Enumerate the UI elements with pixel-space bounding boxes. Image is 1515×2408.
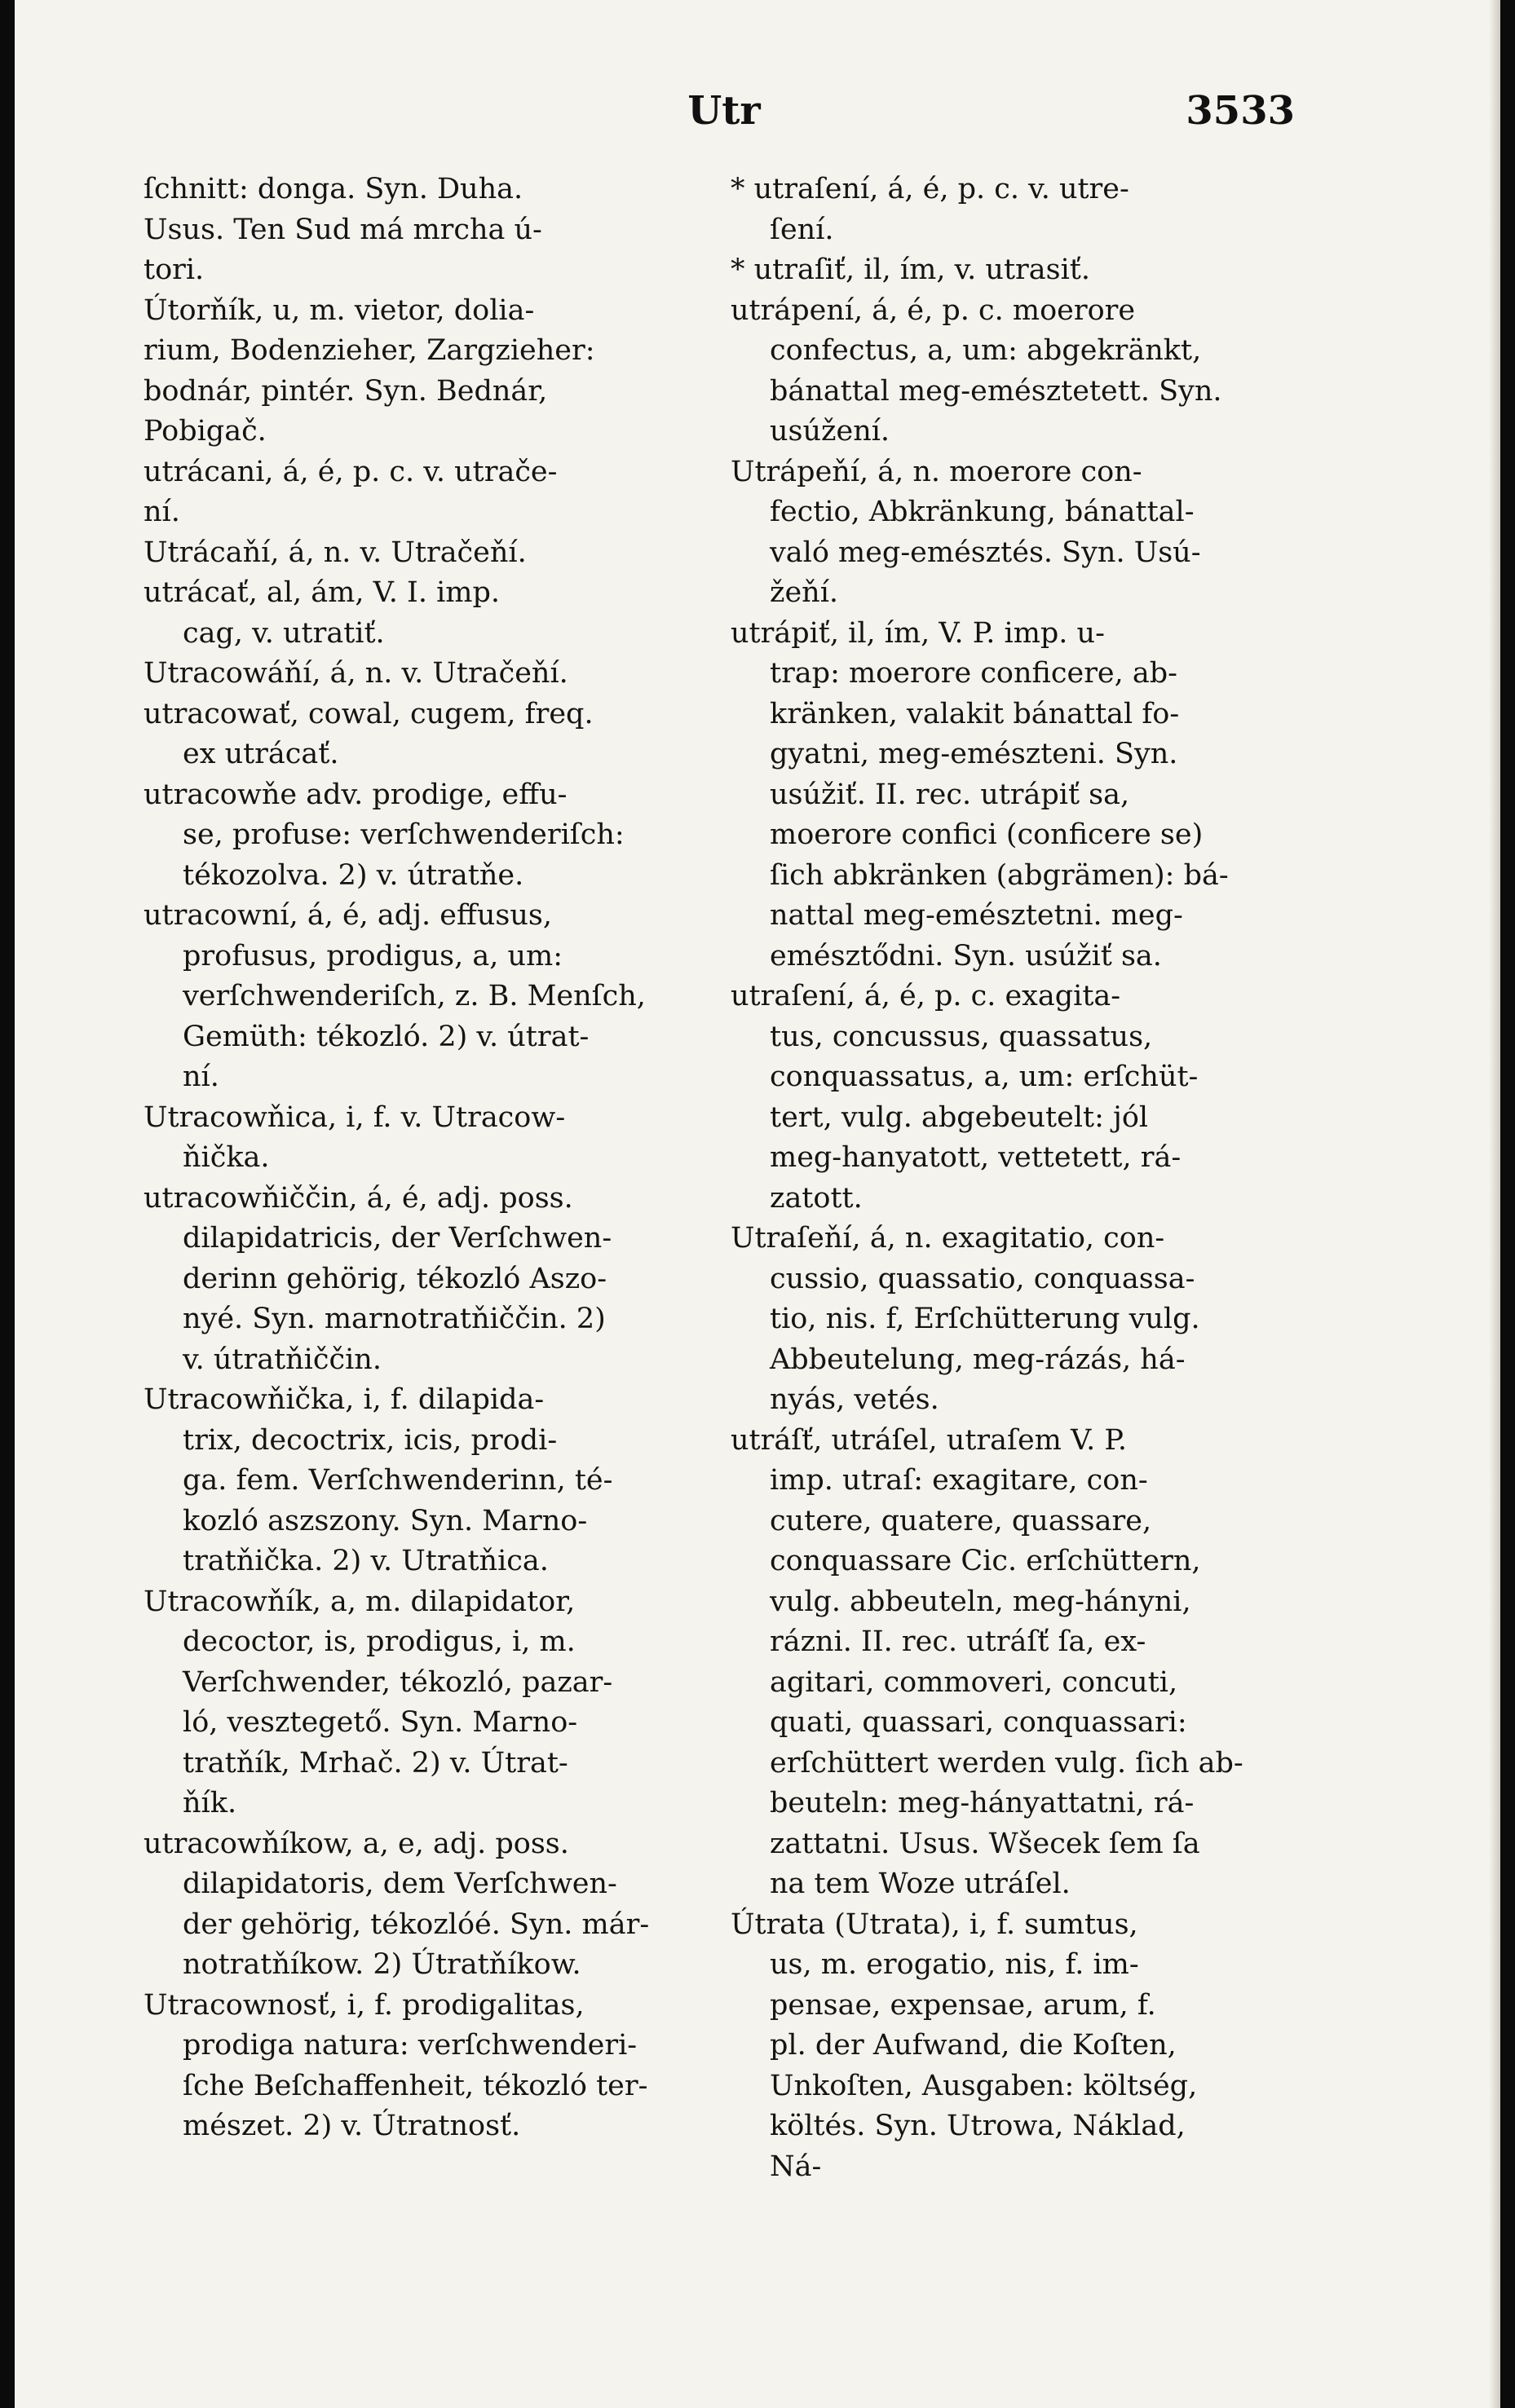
entry-line: tio, nis. f, Erſchütterung vulg.: [770, 1303, 1200, 1335]
entry-line: Verſchwender, tékozló, pazar-: [183, 1665, 613, 1699]
entry-line: cutere, quatere, quassare,: [770, 1504, 1152, 1537]
entry-line: notratňíkow. 2) Útratňíkow.: [183, 1948, 581, 1981]
entry-line: verſchwenderiſch, z. B. Menſch,: [183, 980, 646, 1012]
right-column: [731, 170, 1338, 2187]
entry-line: erſchüttert werden vulg. ſich ab-: [770, 1746, 1243, 1780]
entry-line: derinn gehörig, tékozló Aszo-: [183, 1262, 607, 1295]
entry-line: conquassatus, a, um: erſchüt-: [770, 1061, 1199, 1093]
entry-line: utracowňiččin, á, é, adj. poss.: [144, 1181, 573, 1215]
entry-line: utraſení, á, é, p. c. exagita-: [731, 980, 1121, 1012]
entry-line: trix, decoctrix, icis, prodi-: [183, 1423, 558, 1457]
entry-line: confectus, a, um: abgekränkt,: [770, 334, 1202, 367]
entry-line: Pobigač.: [144, 415, 267, 448]
entry-line: utrápení, á, é, p. c. moerore: [731, 293, 1136, 327]
entry-line: költés. Syn. Utrowa, Náklad,: [770, 2110, 1186, 2142]
entry-line: pl. der Aufwand, die Koſten,: [770, 2029, 1177, 2062]
entry-line: ní.: [144, 496, 180, 528]
entry-line: utrácať, al, ám, V. I. imp.: [144, 576, 501, 609]
entry-line: tratňička. 2) v. Utratňica.: [183, 1545, 549, 1577]
entry-line: Utracownosť, i, f. prodigalitas,: [144, 1988, 585, 2022]
entry-line: Utracowňík, a, m. dilapidator,: [144, 1585, 576, 1618]
entry-line: Utracowáňí, á, n. v. Utračeňí.: [144, 657, 568, 690]
entry-line: nyé. Syn. marnotratňiččin. 2): [183, 1303, 606, 1335]
entry-line: zattatni. Usus. Wšecek ſem ſa: [770, 1827, 1200, 1860]
entry-line: Utrácaňí, á, n. v. Utračeňí.: [144, 536, 527, 569]
entry-line: bánattal meg-emésztetett. Syn.: [770, 374, 1222, 408]
entry-line: Gemüth: tékozló. 2) v. útrat-: [183, 1020, 590, 1053]
entry-line: agitari, commoveri, concuti,: [770, 1665, 1178, 1699]
entry-line: kränken, valakit bánattal fo-: [770, 697, 1180, 730]
entry-line: usúžení.: [770, 415, 890, 448]
entry-line: prodiga natura: verſchwenderi-: [183, 2029, 638, 2062]
entry-line: zatott.: [770, 1181, 863, 1215]
dictionary-page: [15, 0, 1500, 2408]
entry-line: * utraſení, á, é, p. c. v. utre-: [731, 173, 1129, 205]
entry-line: decoctor, is, prodigus, i, m.: [183, 1625, 576, 1658]
entry-line: Usus. Ten Sud má mrcha ú-: [144, 213, 542, 246]
entry-line: ňička.: [183, 1141, 270, 1174]
entry-line: rázni. II. rec. utráſť ſa, ex-: [770, 1625, 1146, 1658]
entry-line: cag, v. utratiť.: [183, 616, 385, 650]
left-column: [144, 170, 747, 2147]
entry-line: meg-hanyatott, vettetett, rá-: [770, 1141, 1182, 1174]
entry-line: utráſť, utráſel, utraſem V. P.: [731, 1423, 1127, 1457]
entry-line: se, profuse: verſchwenderiſch:: [183, 818, 625, 851]
entry-line: emésztődni. Syn. usúžiť sa.: [770, 939, 1162, 972]
entry-line: Unkoſten, Ausgaben: költség,: [770, 2069, 1198, 2102]
entry-line: tékozolva. 2) v. útratňe.: [183, 858, 524, 892]
entry-line: usúžiť. II. rec. utrápiť sa,: [770, 778, 1130, 811]
entry-line: žeňí.: [770, 576, 839, 609]
running-head-word: Utr: [687, 88, 761, 134]
entry-line: profusus, prodigus, a, um:: [183, 939, 563, 972]
entry-line: utrácani, á, é, p. c. v. utrače-: [144, 455, 558, 488]
entry-line: tori.: [144, 254, 205, 286]
entry-line: utrápiť, il, ím, V. P. imp. u-: [731, 616, 1105, 650]
entry-line: ſení.: [770, 213, 834, 246]
entry-line: beuteln: meg-hányattatni, rá-: [770, 1787, 1195, 1819]
entry-line: utracowať, cowal, cugem, freq.: [144, 697, 594, 730]
entry-line: ex utrácať.: [183, 738, 339, 770]
entry-line: ſich abkränken (abgrämen): bá-: [770, 858, 1229, 892]
entry-line: ſchnitt: donga. Syn. Duha.: [144, 173, 523, 205]
entry-line: der gehörig, tékozlóé. Syn. már-: [183, 1907, 650, 1941]
entry-line: ňík.: [183, 1787, 237, 1819]
entry-line: ga. fem. Verſchwenderinn, té-: [183, 1464, 613, 1497]
entry-line: dilapidatricis, der Verſchwen-: [183, 1222, 612, 1255]
entry-line: tus, concussus, quassatus,: [770, 1020, 1153, 1053]
entry-line: quati, quassari, conquassari:: [770, 1706, 1187, 1739]
entry-line: v. útratňiččin.: [183, 1343, 382, 1376]
entry-line: us, m. erogatio, nis, f. im-: [770, 1948, 1139, 1981]
entry-line: vulg. abbeuteln, meg-hányni,: [770, 1585, 1191, 1618]
entry-line: mészet. 2) v. Útratnosť.: [183, 2110, 521, 2142]
entry-line: rium, Bodenzieher, Zargzieher:: [144, 334, 595, 367]
entry-line: Útrata (Utrata), i, f. sumtus,: [731, 1907, 1138, 1941]
entry-line: * utraſiť, il, ím, v. utrasiť.: [731, 254, 1090, 286]
entry-line: ló, vesztegető. Syn. Marno-: [183, 1706, 578, 1739]
entry-line: ſche Beſchaffenheit, tékozló ter-: [183, 2069, 648, 2102]
entry-line: fectio, Abkränkung, bánattal-: [770, 496, 1195, 528]
entry-line: Utrápeňí, á, n. moerore con-: [731, 455, 1142, 488]
entry-line: nattal meg-emésztetni. meg-: [770, 899, 1183, 932]
entry-line: Utraſeňí, á, n. exagitatio, con-: [731, 1222, 1165, 1255]
entry-line: na tem Woze utráſel.: [770, 1868, 1071, 1900]
entry-line: kozló aszszony. Syn. Marno-: [183, 1504, 588, 1537]
entry-line: tratňík, Mrhač. 2) v. Útrat-: [183, 1746, 568, 1780]
entry-line: Ná-: [770, 2150, 822, 2183]
entry-line: nyás, vetés.: [770, 1383, 939, 1416]
entry-line: Abbeutelung, meg-rázás, há-: [770, 1343, 1186, 1376]
entry-line: utracowní, á, é, adj. effusus,: [144, 899, 552, 932]
entry-line: pensae, expensae, arum, f.: [770, 1988, 1156, 2022]
entry-line: Útorňík, u, m. vietor, dolia-: [144, 293, 535, 327]
entry-line: cussio, quassatio, conquassa-: [770, 1262, 1195, 1295]
entry-line: imp. utraſ: exagitare, con-: [770, 1464, 1148, 1497]
entry-line: trap: moerore conficere, ab-: [770, 657, 1177, 690]
entry-line: utracowňe adv. prodige, effu-: [144, 778, 568, 811]
entry-line: való meg-emésztés. Syn. Usú-: [770, 536, 1201, 569]
page-number: 3533: [1186, 88, 1295, 134]
entry-line: tert, vulg. abgebeutelt: jól: [770, 1100, 1149, 1134]
entry-line: ní.: [183, 1061, 219, 1093]
entry-line: moerore confici (conficere se): [770, 818, 1204, 851]
entry-line: bodnár, pintér. Syn. Bednár,: [144, 374, 548, 408]
entry-line: dilapidatoris, dem Verſchwen-: [183, 1868, 617, 1900]
entry-line: utracowňíkow, a, e, adj. poss.: [144, 1827, 569, 1860]
entry-line: conquassare Cic. erſchüttern,: [770, 1545, 1201, 1577]
entry-line: Utracowňica, i, f. v. Utracow-: [144, 1100, 566, 1134]
entry-line: gyatni, meg-emészteni. Syn.: [770, 738, 1178, 770]
entry-line: Utracowňička, i, f. dilapida-: [144, 1383, 545, 1416]
